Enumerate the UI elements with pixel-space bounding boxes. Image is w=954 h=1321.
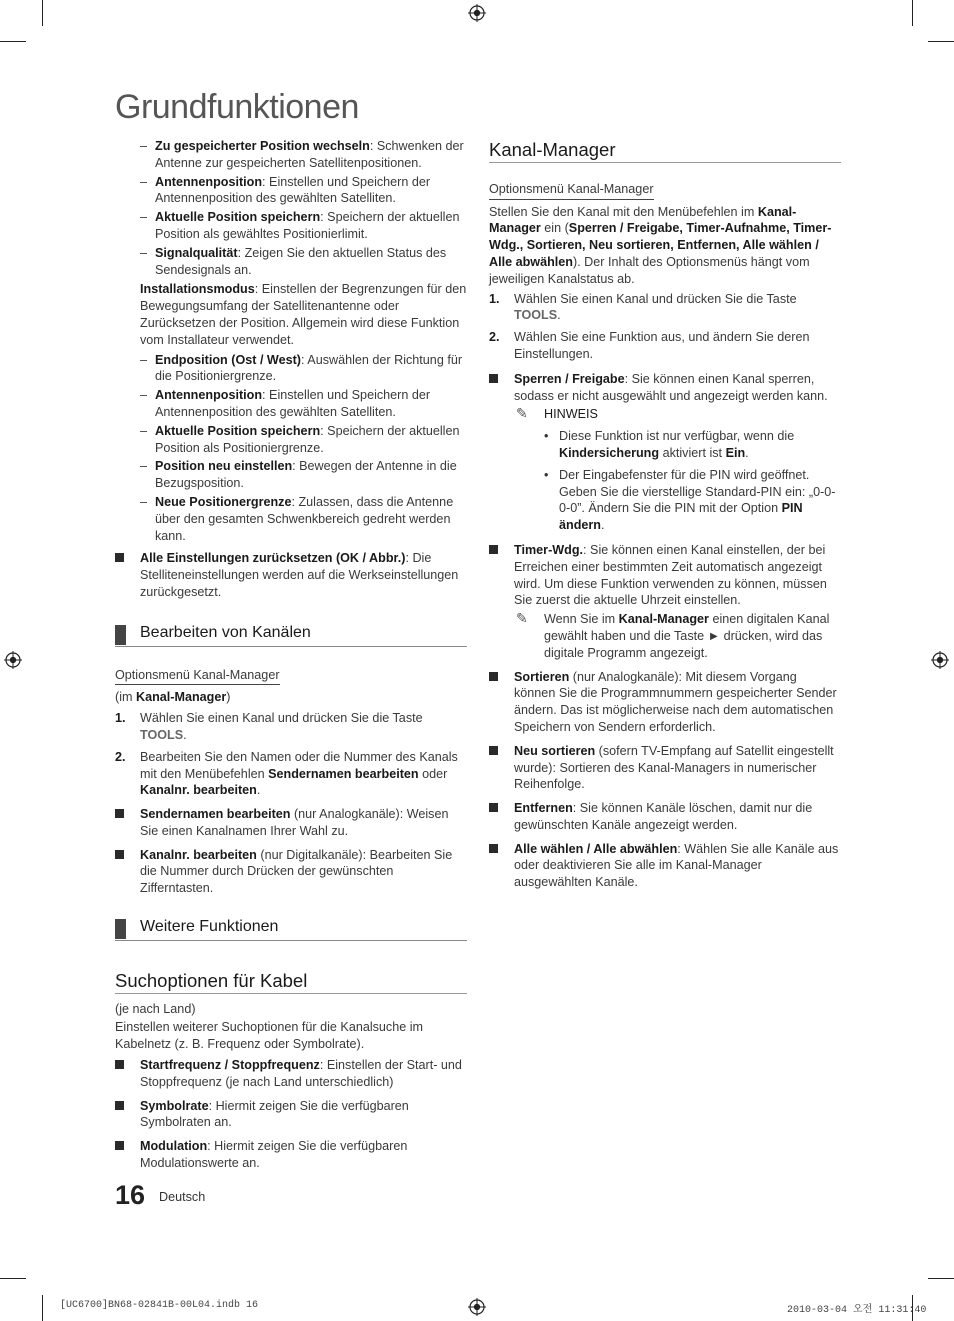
heading-bar-icon [115,919,126,939]
list-item: – Endposition (Ost / West): Auswählen der Richtung für die Positioniergrenze. [115,352,467,386]
list-item: • Diese Funktion ist nur verfügbar, wenn die Kindersicherung aktiviert ist Ein. [489,428,841,462]
step-item: 2. Bearbeiten Sie den Namen oder die Nummer des Kanals mit den Menübefehlen Sendernamen bearbeiten oder Kanalnr. bearbeiten. [115,749,458,798]
heading-bar-icon [115,625,126,645]
note-heading: ✎ HINWEIS [516,405,598,422]
pencil-note-icon: ✎ [516,610,528,627]
list-item: – Antennenposition: Einstellen und Speichern der Antennenposition des gewählten Satelliten. [115,174,467,208]
section-heading: Suchoptionen für Kabel [115,969,467,994]
paragraph: Einstellen weiterer Suchoptionen für die Kanalsuche im Kabelnetz (z. B. Frequenz oder Symbolrate). [115,1020,424,1052]
list-item: Modulation: Hiermit zeigen Sie die verfügbaren Modulationswerte an. [115,1138,467,1172]
list-item: Sperren / Freigabe: Sie können einen Kanal sperren, sodass er nicht ausgewählt und angezeigt werden kann. [489,371,841,405]
square-bullet-icon [115,1060,124,1069]
list-item: – Zu gespeicherter Position wechseln: Schwenken der Antenne zur gespeicherten Satellitenpositionen. [115,138,467,172]
section-heading: Weitere Funktionen [115,915,467,941]
page-title: Grundfunktionen [115,88,359,126]
list-item: Sortieren (nur Analogkanäle): Mit diesem Vorgang können Sie die Programmnummern gespeicherter Sender ändern. Das ist möglicherweise nach dem automatischen Speichern von Sendern erforderlich. [489,669,841,736]
step-item: 1. Wählen Sie einen Kanal und drücken Sie die Taste TOOLS. [115,711,423,742]
footer-file: [UC6700]BN68-02841B-00L04.indb 16 [60,1300,259,1311]
page-language: Deutsch [159,1190,206,1204]
crop-mark [0,41,26,42]
paragraph: Stellen Sie den Kanal mit den Menübefehlen im Kanal-Manager ein (Sperren / Freigabe, Timer-Aufnahme, Timer-Wdg., Sortieren, Neu sortieren, Entfernen, Alle wählen / Alle abwählen). Der Inhalt des Optionsmenüs hängt vom jeweiligen Kanalstatus ab. [489,204,832,286]
square-bullet-icon [115,1141,124,1150]
section-heading: Bearbeiten von Kanälen [115,621,467,647]
paragraph: Installationsmodus: Einstellen der Begrenzungen für den Bewegungsumfang der Satellitenantenne oder Zurücksetzen der Position. Allgemein wird diese Funktion vom Installateur verwendet. [140,282,467,347]
square-bullet-icon [489,746,498,755]
list-item: – Aktuelle Position speichern: Speichern der aktuellen Position als gewähltes Positionierlimit. [115,209,467,243]
list-item: Kanalnr. bearbeiten (nur Digitalkanäle): Bearbeiten Sie die Nummer durch Drücken der gewünschten Zifferntasten. [115,847,467,897]
list-item: – Position neu einstellen: Bewegen der Antenne in die Bezugsposition. [115,458,467,492]
list-item: Startfrequenz / Stoppfrequenz: Einstellen der Start- und Stoppfrequenz (je nach Land unterschiedlich) [115,1057,467,1091]
pencil-note-icon: ✎ [516,405,528,422]
list-item: Alle wählen / Alle abwählen: Wählen Sie alle Kanäle aus oder deaktivieren Sie alle im Kanal-Manager ausgewählten Kanäle. [489,841,841,891]
crop-mark [42,0,43,26]
square-bullet-icon [489,844,498,853]
paragraph: (je nach Land) [115,1001,196,1016]
registration-mark-icon [468,1298,486,1316]
list-item: Neu sortieren (sofern TV-Empfang auf Satellit eingestellt wurde): Sortieren des Kanal-Managers in numerischer Reihenfolge. [489,743,841,793]
registration-mark-icon [4,651,22,669]
option-label: Optionsmenü Kanal-Manager [489,181,841,204]
registration-mark-icon [468,4,486,22]
option-label: Optionsmenü Kanal-Manager [115,667,467,690]
list-item: Sendernamen bearbeiten (nur Analogkanäle): Weisen Sie einen Kanalnamen Ihrer Wahl zu. [115,806,467,840]
crop-mark [42,1295,43,1321]
crop-mark [0,1278,26,1279]
crop-mark [928,41,954,42]
square-bullet-icon [115,1101,124,1110]
square-bullet-icon [489,672,498,681]
square-bullet-icon [489,803,498,812]
square-bullet-icon [115,553,124,562]
list-item: – Antennenposition: Einstellen und Speichern der Antennenposition des gewählten Satelliten. [115,387,467,421]
left-column [115,138,467,1179]
page-number: 16 [115,1180,146,1210]
crop-mark [928,1278,954,1279]
paragraph: (im Kanal-Manager) [115,690,231,705]
step-item: 1. Wählen Sie einen Kanal und drücken Sie die Taste TOOLS. [489,291,797,323]
list-item: – Signalqualität: Zeigen Sie den aktuellen Status des Sendesignals an. [115,245,467,279]
crop-mark [912,0,913,26]
footer-timestamp: 2010-03-04 오전 11:31:40 [787,1305,927,1316]
square-bullet-icon [115,809,124,818]
list-item: Alle Einstellungen zurücksetzen (OK / Abbr.): Die Stelliteneinstellungen werden auf die Werkseinstellungen zurückgesetzt. [115,550,467,600]
list-item: Symbolrate: Hiermit zeigen Sie die verfügbaren Symbolraten an. [115,1098,467,1132]
step-item: 2. Wählen Sie eine Funktion aus, und ändern Sie deren Einstellungen. [489,330,810,361]
list-item: – Aktuelle Position speichern: Speichern der aktuellen Position als Positioniergrenze. [115,423,467,457]
note: ✎ Wenn Sie im Kanal-Manager einen digitalen Kanal gewählt haben und die Taste ► drücken, wird das digitale Programm angezeigt. [516,610,830,660]
square-bullet-icon [489,374,498,383]
list-item: – Neue Positionergrenze: Zulassen, dass die Antenne über den gesamten Schwenkbereich gedreht werden kann. [115,494,467,544]
list-item: Entfernen: Sie können Kanäle löschen, damit nur die gewünschten Kanäle angezeigt werden. [489,800,841,834]
square-bullet-icon [115,850,124,859]
registration-mark-icon [931,651,949,669]
section-heading: Kanal-Manager [489,138,841,163]
right-column [489,138,841,898]
list-item: Timer-Wdg.: Sie können einen Kanal einstellen, der bei Erreichen einer bestimmten Zeit automatisch angezeigt wird. Um diese Funktion verwenden zu können, müssen Sie zuerst die aktuelle Uhrzeit einstellen. [489,542,841,609]
list-item: • Der Eingabefenster für die PIN wird geöffnet. Geben Sie die vierstellige Standard-PIN ein: „0-0-0-0”. Ändern Sie die PIN mit der Option PIN ändern. [489,467,841,534]
square-bullet-icon [489,545,498,554]
